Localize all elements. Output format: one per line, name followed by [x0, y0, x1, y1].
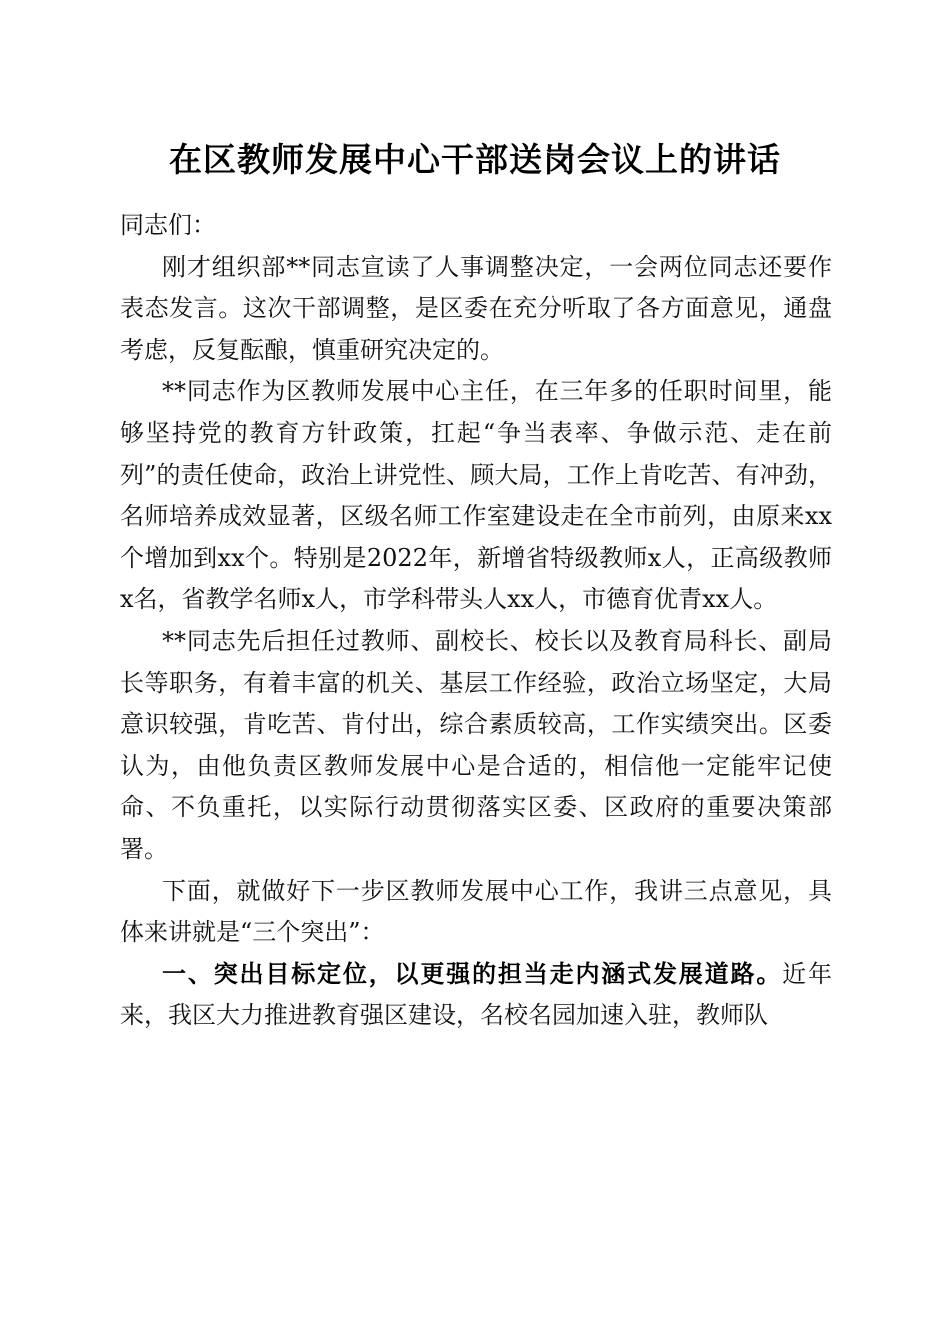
paragraph-4: 下面，就做好下一步区教师发展中心工作，我讲三点意见，具体来讲就是“三个突出”：: [120, 876, 832, 947]
document-title: 在区教师发展中心干部送岗会议上的讲话: [169, 140, 781, 179]
paragraph-1: 刚才组织部**同志宣读了人事调整决定，一会两位同志还要作表态发言。这次干部调整，是区委在充分听取了各方面意见，通盘考虑，反复酝酿，慎重研究决定的。: [120, 252, 832, 364]
salutation: 同志们：: [120, 211, 216, 239]
section-1-text: 近年来，我区大力推进教育强区建设，名校名园加速入驻，教师队: [120, 959, 833, 1030]
paragraph-3: **同志先后担任过教师、副校长、校长以及教育局科长、副局长等职务，有着丰富的机关、基层工作经验，政治立场坚定，大局意识较强，肯吃苦、肯付出，综合素质较高，工作实绩突出。区委认为，由他负责区教师发展中心是合适的，相信他一定能牢记使命、不负重托，以实际行动贯彻落实区委、区政府的重要决策部署。: [120, 626, 832, 863]
section-1-heading: 一、突出目标定位，以更强的担当走内涵式发展道路。: [162, 959, 783, 988]
paragraph-2: **同志作为区教师发展中心主任，在三年多的任职时间里，能够坚持党的教育方针政策，扛起“争当表率、争做示范、走在前列”的责任使命，政治上讲党性、顾大局，工作上肯吃苦、有冲劲，名师培养成效显著，区级名师工作室建设走在全市前列，由原来xx个增加到xx个。特别是2022年，新增省特级教师x人，正高级教师x名，省教学名师x人，市学科带头人xx人，市德育优青xx人。: [120, 377, 832, 614]
document-body: [120, 205, 832, 1037]
section-1-paragraph: [120, 954, 832, 1037]
